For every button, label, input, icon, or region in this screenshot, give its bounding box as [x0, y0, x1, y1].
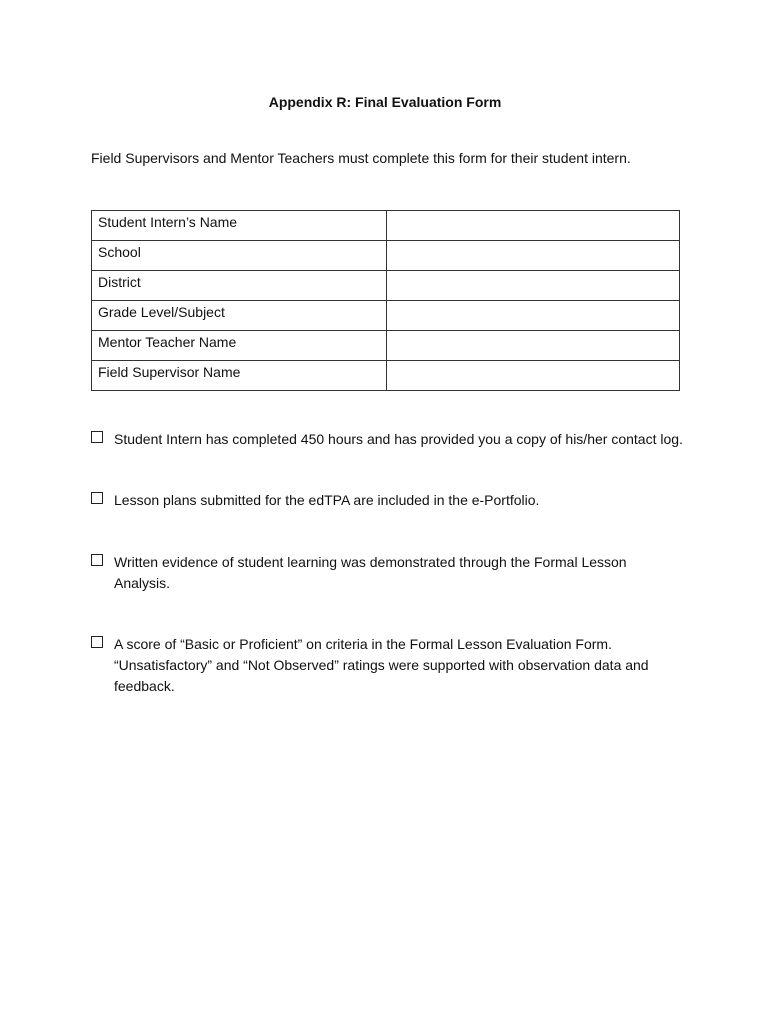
- checklist-text: A score of “Basic or Proficient” on criteria in the Formal Lesson Evaluation Form. “Unsatisfactory” and “Not Observed” ratings were supported with observation data and feedback.: [114, 636, 649, 694]
- table-row: [92, 271, 680, 301]
- row-label-school: School: [92, 241, 387, 271]
- score-checkbox[interactable]: [91, 636, 103, 648]
- student-learning-checkbox[interactable]: [91, 554, 103, 566]
- hours-checkbox[interactable]: [91, 431, 103, 443]
- table-row: [92, 361, 680, 391]
- row-label-grade-subject: Grade Level/Subject: [92, 301, 387, 331]
- row-label-mentor-teacher: Mentor Teacher Name: [92, 331, 387, 361]
- table-row: [92, 331, 680, 361]
- table-row: [92, 241, 680, 271]
- school-field[interactable]: [387, 241, 680, 271]
- page-title: Appendix R: Final Evaluation Form: [268, 94, 502, 110]
- intern-name-field[interactable]: [387, 211, 680, 241]
- checklist-text: Student Intern has completed 450 hours and has provided you a copy of his/her contact log.: [114, 431, 683, 447]
- row-label-intern-name: Student Intern’s Name: [92, 211, 387, 241]
- mentor-teacher-field[interactable]: [387, 331, 680, 361]
- table-row: [92, 301, 680, 331]
- table-row: [92, 211, 680, 241]
- intro-text: Field Supervisors and Mentor Teachers must complete this form for their student intern.: [91, 150, 631, 166]
- row-label-district: District: [92, 271, 387, 301]
- row-label-field-supervisor: Field Supervisor Name: [92, 361, 387, 391]
- intern-info-table: [91, 210, 680, 391]
- grade-subject-field[interactable]: [387, 301, 680, 331]
- checklist-text: Written evidence of student learning was demonstrated through the Formal Lesson Analysis.: [114, 554, 627, 591]
- checklist-text: Lesson plans submitted for the edTPA are included in the e-Portfolio.: [114, 492, 540, 508]
- district-field[interactable]: [387, 271, 680, 301]
- lesson-plans-checkbox[interactable]: [91, 492, 103, 504]
- field-supervisor-field[interactable]: [387, 361, 680, 391]
